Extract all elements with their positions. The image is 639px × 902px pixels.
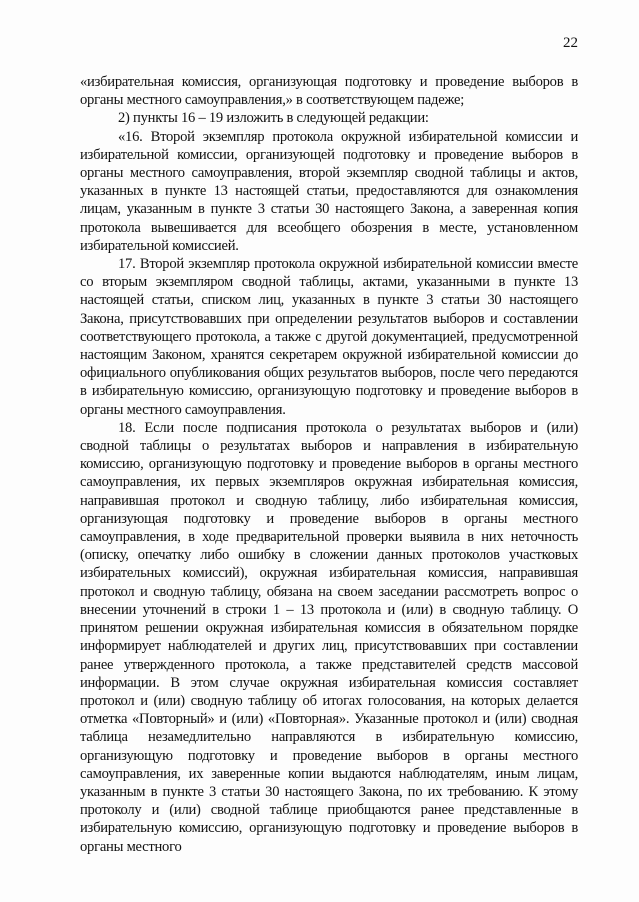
document-body xyxy=(80,73,578,856)
paragraph-item-2: 2) пункты 16 – 19 изложить в следующей редакции: xyxy=(118,110,429,127)
paragraph-point-16: «16. Второй экземпляр протокола окружной избирательной комиссии и избирательной комиссии, организующей подготовку и проведение выборов в органы местного самоуправления, второй экземпляр сводной таблицы и актов, указанных в пункте 13 настоящей статьи, предоставляются для ознакомления лицам, указанным в пункте 3 статьи 30 настоящего Закона, а заверенная копия протокола вывешивается для всеобщего обозрения в месте, установленном избирательной комиссией. xyxy=(80,128,578,254)
paragraph-point-17: 17. Второй экземпляр протокола окружной избирательной комиссии вместе со вторым экземпляром сводной таблицы, актами, указанными в пункте 13 настоящей статьи, списком лиц, указанных в пункте 3 статьи 30 настоящего Закона, присутствовавших при определении результатов выборов и составлении соответствующего протокола, а также с другой документацией, предусмотренной настоящим Законом, хранятся секретарем окружной избирательной комиссии до официального опубликования общих результатов выборов, после чего передаются в избирательную комиссию, организующую подготовку и проведение выборов в органы местного самоуправления. xyxy=(80,256,578,418)
paragraph-point-18: 18. Если после подписания протокола о результатах выборов и (или) сводной таблицы о результатах выборов и направления в избирательную комиссию, организующую подготовку и проведение выборов в органы местного самоуправления, их первых экземпляров окружная избирательная комиссия, направившая протокол и сводную таблицу, либо избирательная комиссия, организующая подготовку и проведение выборов в органы местного самоуправления, в ходе предварительной проверки выявила в них неточность (описку, опечатку либо ошибку в сложении данных протоколов участковых избирательных комиссий), окружная избирательная комиссия, направившая протокол и сводную таблицу, обязана на своем заседании рассмотреть вопрос о внесении уточнений в строки 1 – 13 протокола и (или) в сводную таблицу. О принятом решении окружная избирательная комиссия в обязательном порядке информирует наблюдателей и других лиц, присутствовавших при составлении ранее утвержденного протокола, а также представителей средств массовой информации. В этом случае окружная избирательная комиссия составляет протокол и (или) сводную таблицу об итогах голосования, на которых делается отметка «Повторный» и (или) «Повторная». Указанные протокол и (или) сводная таблица незамедлительно направляются в избирательную комиссию, организующую подготовку и проведение выборов в органы местного самоуправления, их заверенные копии выдаются наблюдателям, иным лицам, указанным в пункте 3 статьи 30 настоящего Закона, по их требованию. К этому протоколу и (или) сводной таблице приобщаются ранее представленные в избирательную комиссию, организующую подготовку и проведение выборов в органы местного xyxy=(80,419,578,855)
paragraph-intro-fragment: «избирательная комиссия, организующая подготовку и проведение выборов в органы местного самоуправления,» в соответствующем падеже; xyxy=(80,74,578,109)
page-number: 22 xyxy=(563,35,578,51)
